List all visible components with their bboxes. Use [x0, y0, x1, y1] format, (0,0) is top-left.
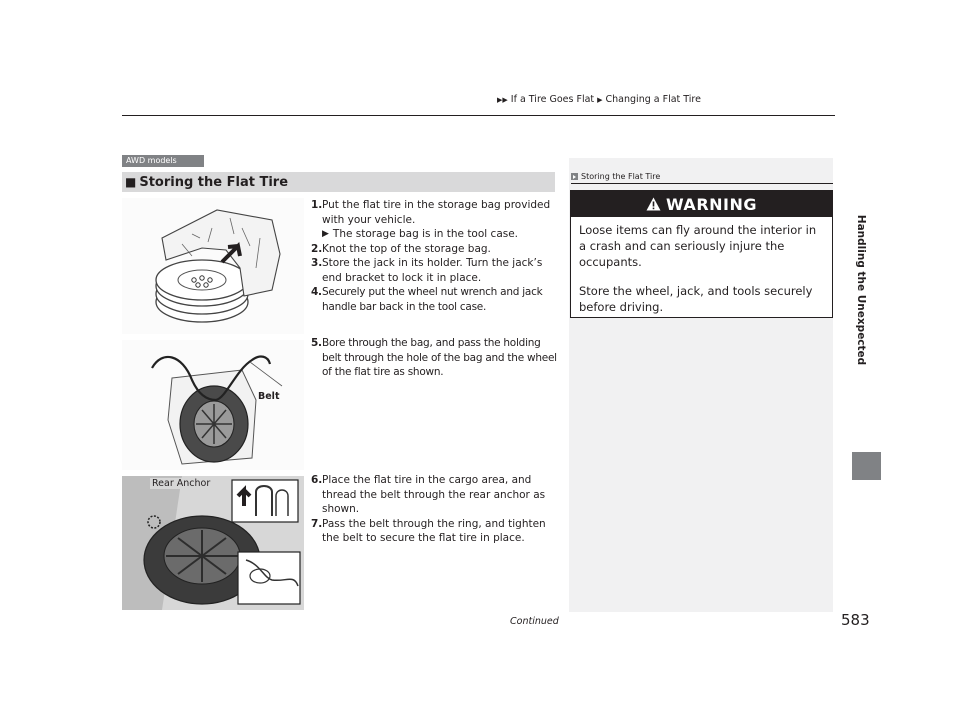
rear-anchor-illustration: [122, 476, 304, 610]
step-subnote: [311, 227, 557, 242]
step-number: 5.: [311, 337, 322, 349]
step-text: Store the jack in its holder. Turn the jack’s end bracket to lock it in place.: [322, 257, 543, 284]
warning-header: [571, 191, 832, 217]
section-title: Storing the Flat Tire: [139, 174, 289, 190]
section-heading: [122, 172, 555, 192]
warning-box: [570, 190, 833, 318]
steps-block-belt: [311, 336, 557, 380]
section-square-icon: ■: [125, 175, 137, 189]
breadcrumb: [497, 94, 701, 105]
continued-note: Continued: [510, 616, 559, 627]
chapter-side-tab-label: Handling the Unexpected: [855, 214, 867, 366]
sidebar-divider: [571, 183, 833, 184]
figure-belt-through-bag: [122, 340, 304, 470]
step-item: [311, 473, 557, 517]
step-item: [311, 336, 557, 380]
step-number: 2.: [311, 242, 323, 255]
steps-block-bag: [311, 198, 557, 314]
model-badge: AWD models: [122, 155, 204, 167]
step-text: Bore through the bag, and pass the holding belt through the hole of the bag and the wheel of the flat tire as shown.: [322, 337, 557, 378]
rear-anchor-callout: Rear Anchor: [152, 478, 211, 489]
warning-triangle-icon: [646, 197, 661, 211]
step-number: 4.: [311, 286, 322, 298]
header-divider: [122, 115, 835, 116]
sub-arrow-icon: ▶: [322, 229, 329, 239]
step-text: Put the flat tire in the storage bag provided with your vehicle.: [322, 199, 551, 226]
step-item: [311, 256, 557, 285]
sidebar-reference-icon: [571, 173, 578, 180]
step-text: Knot the top of the storage bag.: [322, 242, 491, 255]
step-number: 7.: [311, 517, 323, 530]
breadcrumb-arrow-icon: ▶: [597, 95, 603, 104]
warning-heading: WARNING: [666, 194, 757, 214]
step-item: [311, 285, 557, 314]
sidebar-title: Storing the Flat Tire: [581, 172, 661, 181]
breadcrumb-item[interactable]: Changing a Flat Tire: [605, 94, 701, 105]
warning-text: Loose items can fly around the interior in a crash and can seriously injure the occupants.: [579, 223, 817, 269]
step-item: [311, 198, 557, 227]
step-text: Securely put the wheel nut wrench and jack handle bar back in the tool case.: [322, 286, 543, 313]
step-item: [311, 517, 557, 546]
sidebar-heading: [571, 172, 660, 181]
warning-body: [571, 217, 832, 320]
chapter-side-tab: [848, 140, 874, 440]
tire-in-bag-illustration: [122, 198, 304, 334]
step-subnote-text: The storage bag is in the tool case.: [332, 228, 519, 240]
breadcrumb-arrow-icon: ▶▶: [497, 95, 508, 104]
belt-callout: Belt: [258, 391, 280, 402]
step-number: 3.: [311, 257, 323, 269]
step-number: 1.: [311, 199, 323, 211]
step-number: 6.: [311, 474, 323, 486]
page-number: 583: [841, 611, 870, 629]
warning-text: Store the wheel, jack, and tools securely before driving.: [579, 284, 813, 314]
step-item: [311, 242, 557, 257]
step-text: Pass the belt through the ring, and tighten the belt to secure the flat tire in place.: [322, 517, 546, 544]
figure-tire-in-bag: [122, 198, 304, 334]
figure-rear-anchor: [122, 476, 304, 610]
breadcrumb-item[interactable]: If a Tire Goes Flat: [510, 94, 595, 105]
chapter-tab-marker: [852, 452, 881, 480]
steps-block-anchor: [311, 473, 557, 546]
belt-through-bag-illustration: [122, 340, 304, 470]
step-text: Place the flat tire in the cargo area, and thread the belt through the rear anchor as shown.: [322, 474, 546, 515]
